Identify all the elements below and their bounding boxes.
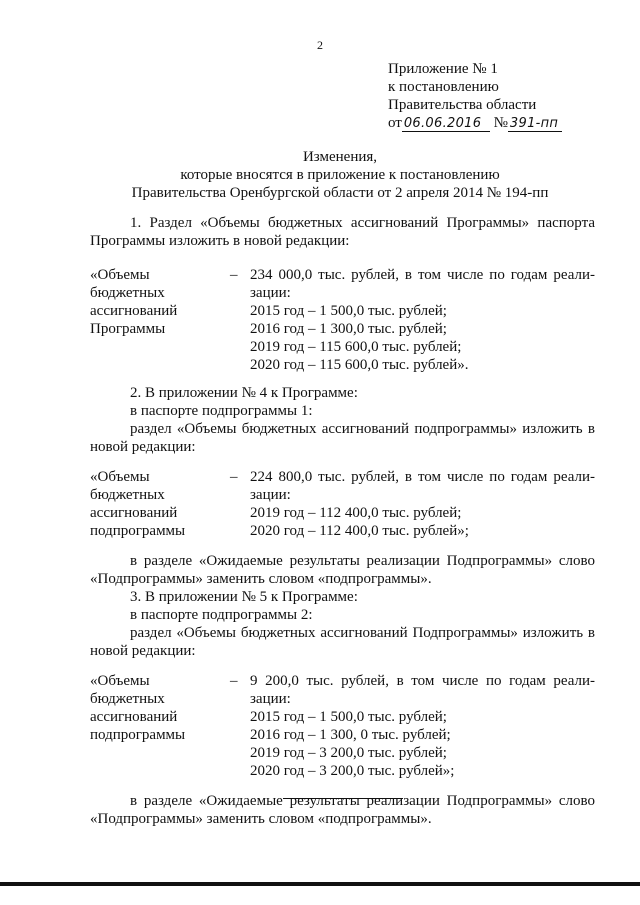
section2-dash: – xyxy=(230,469,238,485)
appendix-header xyxy=(388,60,608,132)
section2-definition xyxy=(90,468,595,540)
section1-term: «Объемы бюджетных ассигнований Программы xyxy=(90,267,178,337)
section1-intro: 1. Раздел «Объемы бюджетных ассигнований Программы» паспорта Программы изложить в новой редакции: xyxy=(90,215,595,249)
appendix-ref: к постановлению xyxy=(388,79,499,95)
section1-dash: – xyxy=(230,267,238,283)
closing-divider xyxy=(283,798,403,799)
section2-term: «Объемы бюджетных ассигнований подпрограммы xyxy=(90,469,186,539)
section3-replacement: в разделе «Ожидаемые результаты реализации Подпрограммы» слово «Подпрограммы» заменить словом «подпрограммы». xyxy=(90,793,595,827)
appendix-authority: Правительства области xyxy=(388,97,537,113)
section3-passport: в паспорте подпрограммы 2: xyxy=(130,607,313,623)
appendix-title: Приложение № 1 xyxy=(388,61,498,77)
section2-heading: 2. В приложении № 4 к Программе: xyxy=(130,385,358,401)
heading-subtitle: которые вносятся в приложение к постановлению xyxy=(180,167,500,183)
document-heading xyxy=(60,148,620,202)
document-body xyxy=(90,214,595,828)
section3-term: «Объемы бюджетных ассигнований подпрограммы xyxy=(90,673,186,743)
section1-body: 234 000,0 тыс. рублей, в том числе по годам реали- зации: 2015 год – 1 500,0 тыс. рублей; 2016 год – 1 300,0 тыс. рублей; 2019 год – 115 600,0 тыс. рублей; 2020 год – 115 600,0 тыс. рублей». xyxy=(250,267,595,373)
appendix-date-number xyxy=(388,114,608,132)
section3-definition xyxy=(90,672,595,780)
section3-instruction: раздел «Объемы бюджетных ассигнований Подпрограммы» изложить в новой редакции: xyxy=(90,625,595,659)
heading-decree-ref: Правительства Оренбургской области от 2 апреля 2014 № 194-пп xyxy=(131,185,549,201)
page-bottom-border xyxy=(0,882,640,886)
decree-number: 391-пп xyxy=(508,117,562,132)
page-number: 2 xyxy=(317,38,323,52)
from-prefix: от xyxy=(388,115,402,131)
section3-dash: – xyxy=(230,673,238,689)
heading-title: Изменения, xyxy=(302,149,378,165)
decree-date: 06.06.2016 xyxy=(402,117,490,132)
section2-replacement: в разделе «Ожидаемые результаты реализации Подпрограммы» слово «Подпрограммы» заменить словом «подпрограммы». xyxy=(90,553,595,587)
section2-passport: в паспорте подпрограммы 1: xyxy=(130,403,313,419)
section2-instruction: раздел «Объемы бюджетных ассигнований подпрограммы» изложить в новой редакции: xyxy=(90,421,595,455)
section3-heading: 3. В приложении № 5 к Программе: xyxy=(130,589,358,605)
section1-definition xyxy=(90,266,595,374)
section3-body: 9 200,0 тыс. рублей, в том числе по годам реали- зации: 2015 год – 1 500,0 тыс. рублей; 2016 год – 1 300, 0 тыс. рублей; 2019 год – 3 200,0 тыс. рублей; 2020 год – 3 200,0 тыс. рублей»; xyxy=(250,673,595,779)
number-prefix: № xyxy=(493,115,508,131)
section2-body: 224 800,0 тыс. рублей, в том числе по годам реали- зации: 2019 год – 112 400,0 тыс. рублей; 2020 год – 112 400,0 тыс. рублей»; xyxy=(250,469,595,539)
